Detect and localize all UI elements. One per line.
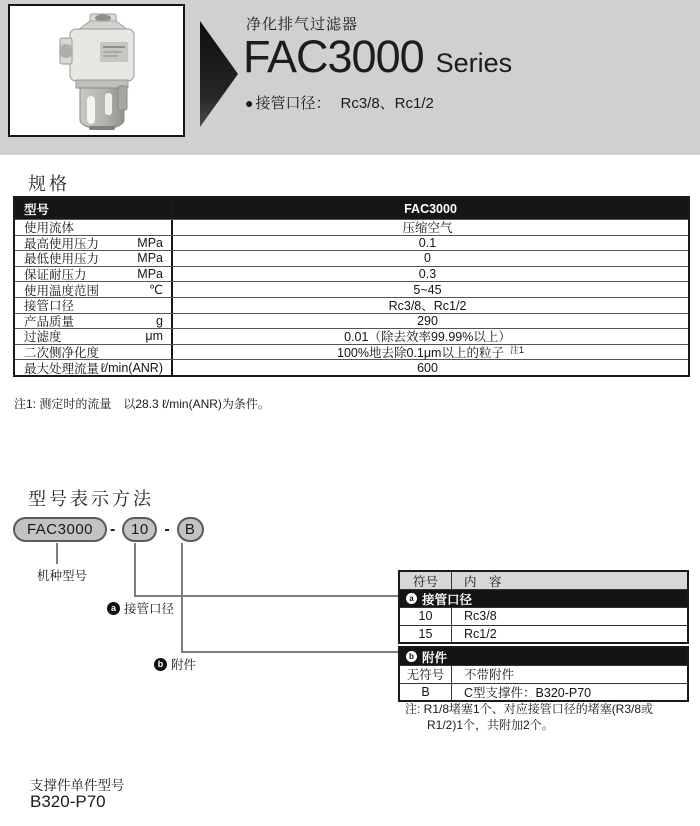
product-photo	[8, 4, 185, 137]
connector-line	[181, 651, 398, 653]
connector-line	[134, 543, 136, 596]
spec-value: 0	[424, 251, 431, 266]
badge-b-icon: b	[154, 658, 167, 671]
accessory-code-bubble: B	[177, 517, 204, 542]
connector-line	[134, 595, 398, 597]
table-row	[400, 683, 687, 701]
callout-accessory	[154, 655, 196, 673]
spec-label: 使用流体	[24, 221, 75, 236]
code-separator: -	[110, 520, 116, 538]
spec-unit: MPa	[137, 267, 163, 282]
spec-header-col2: FAC3000	[404, 201, 457, 216]
option-header-content: 内 容	[464, 574, 502, 589]
spec-value: 290	[417, 313, 438, 328]
table-row	[15, 313, 688, 329]
spec-label: 接管口径	[24, 299, 75, 314]
option-symbol: 15	[400, 626, 452, 643]
header-band	[0, 0, 700, 155]
bracket-part-number: B320-P70	[30, 792, 106, 811]
badge-b-icon: b	[406, 651, 417, 662]
table-row	[400, 665, 687, 683]
filter-product-illustration	[10, 6, 183, 135]
callout-label: 接管口径	[124, 602, 175, 616]
spec-unit: MPa	[137, 251, 163, 266]
section-title-text: 接管口径	[422, 592, 473, 607]
spec-unit: μm	[145, 329, 163, 344]
option-content: C型支撑件：B320-P70	[464, 685, 592, 700]
option-header-symbol: 符号	[400, 572, 452, 589]
spec-unit: g	[156, 313, 163, 328]
spec-value: 100%地去除0.1μm以上的粒子	[337, 346, 504, 361]
spec-label: 产品质量	[24, 314, 75, 329]
spec-table-header	[15, 198, 688, 219]
section-title-text: 附件	[422, 650, 448, 665]
spec-label: 最大处理流量	[24, 361, 100, 376]
spec-value: 5~45	[413, 282, 442, 297]
bracket-part-label: 支撑件单件型号	[30, 778, 125, 793]
model-heading: 型号表示方法	[28, 489, 154, 509]
port-code-bubble: 10	[122, 517, 157, 542]
specs-heading: 规格	[28, 174, 70, 194]
spec-header-col1: 型号	[24, 202, 50, 217]
table-row	[15, 235, 688, 251]
spec-label: 过滤度	[24, 330, 62, 345]
badge-a-icon: a	[107, 602, 120, 615]
connector-line	[181, 543, 183, 652]
table-row	[15, 250, 688, 266]
option-table-note: 注: R1/8堵塞1个、对应接管口径的堵塞(R3/8或R1/2)1个，共附加2个。	[405, 702, 654, 733]
table-row	[15, 219, 688, 235]
connector-line	[56, 543, 58, 564]
spec-value: 0.01（除去效率99.99%以上）	[344, 330, 511, 345]
option-table-port-size	[398, 570, 689, 644]
spec-value: 600	[417, 360, 438, 375]
spec-value: Rc3/8、Rc1/2	[388, 299, 467, 314]
series-name: FAC3000	[243, 31, 424, 82]
section-arrow-icon	[200, 21, 238, 127]
badge-a-icon: a	[406, 593, 417, 604]
spec-unit: ℃	[148, 283, 163, 298]
model-code-bubbles	[13, 517, 204, 542]
spec-value: 0.3	[418, 267, 437, 282]
option-symbol: 10	[400, 608, 452, 625]
table-row	[15, 344, 688, 360]
spec-footnote: 注1: 测定时的流量 以28.3 ℓ/min(ANR)为条件。	[14, 397, 270, 411]
callout-label: 附件	[171, 658, 197, 672]
code-separator: -	[164, 520, 170, 538]
series-suffix: Series	[435, 48, 513, 78]
spec-table	[13, 196, 690, 377]
port-label: 接管口径：	[255, 95, 331, 112]
option-table-accessory	[398, 646, 689, 702]
spec-label: 最高使用压力	[24, 236, 100, 251]
option-section-title	[400, 648, 687, 665]
model-base-bubble: FAC3000	[13, 517, 107, 542]
table-row	[15, 359, 688, 375]
spec-label: 最低使用压力	[24, 252, 100, 267]
spec-note-ref: 注1	[509, 344, 524, 355]
table-row	[15, 297, 688, 313]
option-content: Rc3/8	[464, 609, 497, 624]
spec-label: 保证耐压力	[24, 268, 87, 283]
option-symbol: B	[400, 684, 452, 701]
port-size-line	[245, 92, 434, 113]
bullet-icon: ●	[245, 94, 254, 111]
callout-port-size	[107, 599, 174, 617]
option-table-header	[400, 572, 687, 590]
spec-label: 二次侧净化度	[24, 346, 100, 361]
option-section-title	[400, 590, 687, 607]
spec-unit: ℓ/min(ANR)	[100, 360, 163, 375]
table-row	[400, 625, 687, 643]
spec-unit: MPa	[137, 235, 163, 250]
option-content: 不带附件	[464, 668, 515, 683]
option-content: Rc1/2	[464, 626, 497, 641]
spec-value: 压缩空气	[402, 221, 453, 236]
table-row	[15, 281, 688, 297]
table-row	[400, 607, 687, 625]
port-sizes: Rc3/8、Rc1/2	[340, 95, 434, 112]
table-row	[15, 328, 688, 344]
spec-label: 使用温度范围	[24, 283, 100, 298]
product-subtitle: 净化排气过滤器	[246, 16, 359, 33]
base-model-label: 机种型号	[37, 569, 88, 583]
table-row	[15, 266, 688, 282]
option-symbol: 无符号	[400, 666, 452, 683]
series-title	[243, 33, 512, 80]
spec-value: 0.1	[418, 235, 437, 250]
